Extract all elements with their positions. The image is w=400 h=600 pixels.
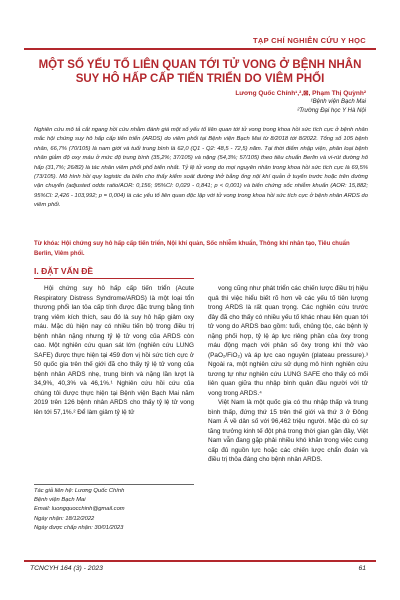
page-header: [0, 0, 400, 40]
correspondence-rule: [34, 484, 194, 485]
left-column: [34, 284, 194, 417]
accepted-date: Ngày được chấp nhận: 30/01/2023: [34, 524, 124, 531]
journal-issue: TCNCYH 164 (3) - 2023: [30, 565, 103, 572]
journal-name: TẠP CHÍ NGHIÊN CỨU Y HỌC: [252, 36, 366, 45]
right-column: [208, 284, 368, 465]
header-rule: [24, 48, 376, 50]
keywords-label: Từ khóa:: [34, 241, 60, 247]
correspondence-email: Email: luongquocchinh@gmail.com: [34, 506, 125, 513]
section-title: I. ĐẶT VẤN ĐỀ: [34, 266, 94, 276]
section-rule: [34, 278, 194, 279]
received-date: Ngày nhận: 18/12/2022: [34, 515, 95, 522]
keywords-text: Hội chứng suy hô hấp cấp tiến triển, Nội khí quản, Sốc nhiễm khuẩn, Thông khí nhân tạo, Tiêu chuẩn Berlin, Viêm phổi.: [34, 241, 350, 257]
page-number: 61: [358, 565, 366, 572]
left-paragraph-1: Hội chứng suy hô hấp cấp tiến triển (Acute Respiratory Distress Syndrome/ARDS) là một loại tổn thương phổi lan tỏa cấp tính được đặc trưng bằng tình trạng viêm kích thích, sau đó là suy hô hấp giảm oxy máu. Mặc dù hiện nay có nhiều tiến bộ trong điều trị bệnh nhân nặng nhưng tỷ lệ tử vong của ARDS còn cao. Một nghiên cứu quan sát lớn (nghiên cứu LUNG SAFE) được thực hiện tại 459 đơn vị hồi sức tích cực ở 50 quốc gia trên thế giới đã cho thấy tỷ lệ tử vong của bệnh nhân ARDS nhẹ, trung bình và nặng lần lượt là 34,9%, 40,3% và 46,1%.¹ Nghiên cứu hồi cứu của chúng tôi được thực hiện tại Bệnh viện Bạch Mai năm 2019 trên 126 bệnh nhân ARDS cho thấy tỷ lệ tử vong lên tới 57,1%.² Để làm giảm tỷ lệ tử: [34, 285, 194, 416]
footer-rule: [24, 560, 376, 562]
correspondence-institution: Bệnh viện Bạch Mai: [34, 497, 86, 504]
article-title: MỘT SỐ YẾU TỐ LIÊN QUAN TỚI TỬ VONG Ở BỆNH NHÂN SUY HÔ HẤP CẤP TIẾN TRIỂN DO VIÊM PHỔI: [38, 59, 362, 85]
correspondence-note: [34, 487, 194, 533]
affiliation-1: ¹Bệnh viện Bạch Mai: [310, 99, 366, 105]
right-paragraph-2: Việt Nam là một quốc gia có thu nhập thấp và trung bình thấp, đứng thứ 15 trên thế giới và thứ 3 ở Đông Nam Á về dân số với 96,462 triệu người. Mặc dù có sự tăng trưởng kinh tế đột phá trong thời gian gần đây, Việt Nam vẫn đang gặp phải nhiều khó khăn trong việc cung cấp đủ nguồn lực hoặc các chiến lược chẩn đoán và điều trị thỏa đáng cho bệnh nhân ARDS.: [208, 399, 368, 463]
abstract: Nghiên cứu mô tả cắt ngang hồi cứu nhằm đánh giá một số yếu tố liên quan tới tử vong trong khoa hồi sức tích cực ở bệnh nhân mắc hội chứng suy hô hấp cấp tiến triển (ARDS) do viêm phổi tại Bệnh viện Bạch Mai từ 8/2018 tới 8/2022. Tổng số 105 bệnh nhân, 66,7% (70/105) là nam giới và tuổi trung bình là 62,0 (Q1 - Q2: 48,5 - 72,5) năm. Tại thời điểm nhập viện, phân loại bệnh nhân giảm độ oxy máu ở mức độ trung bình (35,2%; 37/105) và nặng (54,3%; 57/105) theo tiêu chuẩn Berlin và vi-rút đường hô hấp (31,7%; 26/82) là tác nhân viêm phổi phổ biến nhất. Tỷ lệ tử vong do mọi nguyên nhân trong khoa hồi sức tích cực là 69,5% (73/105). Mô hình hồi quy logistic đa biến cho thấy kiểm soát đường thở bằng ống nội khí quản ở tuyến trước hoặc trên đường vận chuyển (adjusted odds ratio/AOR: 0,156; 95%CI: 0,029 - 0,841; p < 0,001) và biến chứng sốc nhiễm khuẩn (AOR: 15,882; 95%CI: 2,426 - 103,992; p = 0,004) là các yếu tố liên quan độc lập với tử vong trong khoa hồi sức tích cực ở bệnh nhân ARDS do viêm phổi.: [34, 127, 368, 209]
affiliation-2: ²Trường Đại học Y Hà Nội: [297, 108, 366, 114]
right-paragraph-1: vong cũng như phát triển các chiến lược điều trị hiệu quả thì việc hiểu biết rõ hơn về các yếu tố tiên lượng trong ARDS là rất quan trọng. Các nghiên cứu trước đây đã cho thấy có nhiều yếu tố khác nhau liên quan tới tử vong do ARDS bao gồm: tuổi, chủng tộc, các bệnh lý nặng phối hợp, tỷ lệ áp lực riêng phần của ôxy trong máu động mạch với phân số ôxy trong khí thở vào (PaO₂/FiO₂) và áp lực cao nguyên (plateau pressure).³ Ngoài ra, một nghiên cứu sử dụng mô hình nghiên cứu tương tự như nghiên cứu LUNG SAFE cho thấy có mối liên quan giữa thu nhập bình quân đầu người với tử vong trong ARDS.⁴: [208, 285, 368, 397]
article-authors: Lương Quốc Chính¹,²,⊠, Phạm Thị Quỳnh²: [235, 90, 366, 97]
correspondence-author: Tác giả liên hệ: Lương Quốc Chính: [34, 488, 125, 494]
keywords: [34, 240, 368, 259]
